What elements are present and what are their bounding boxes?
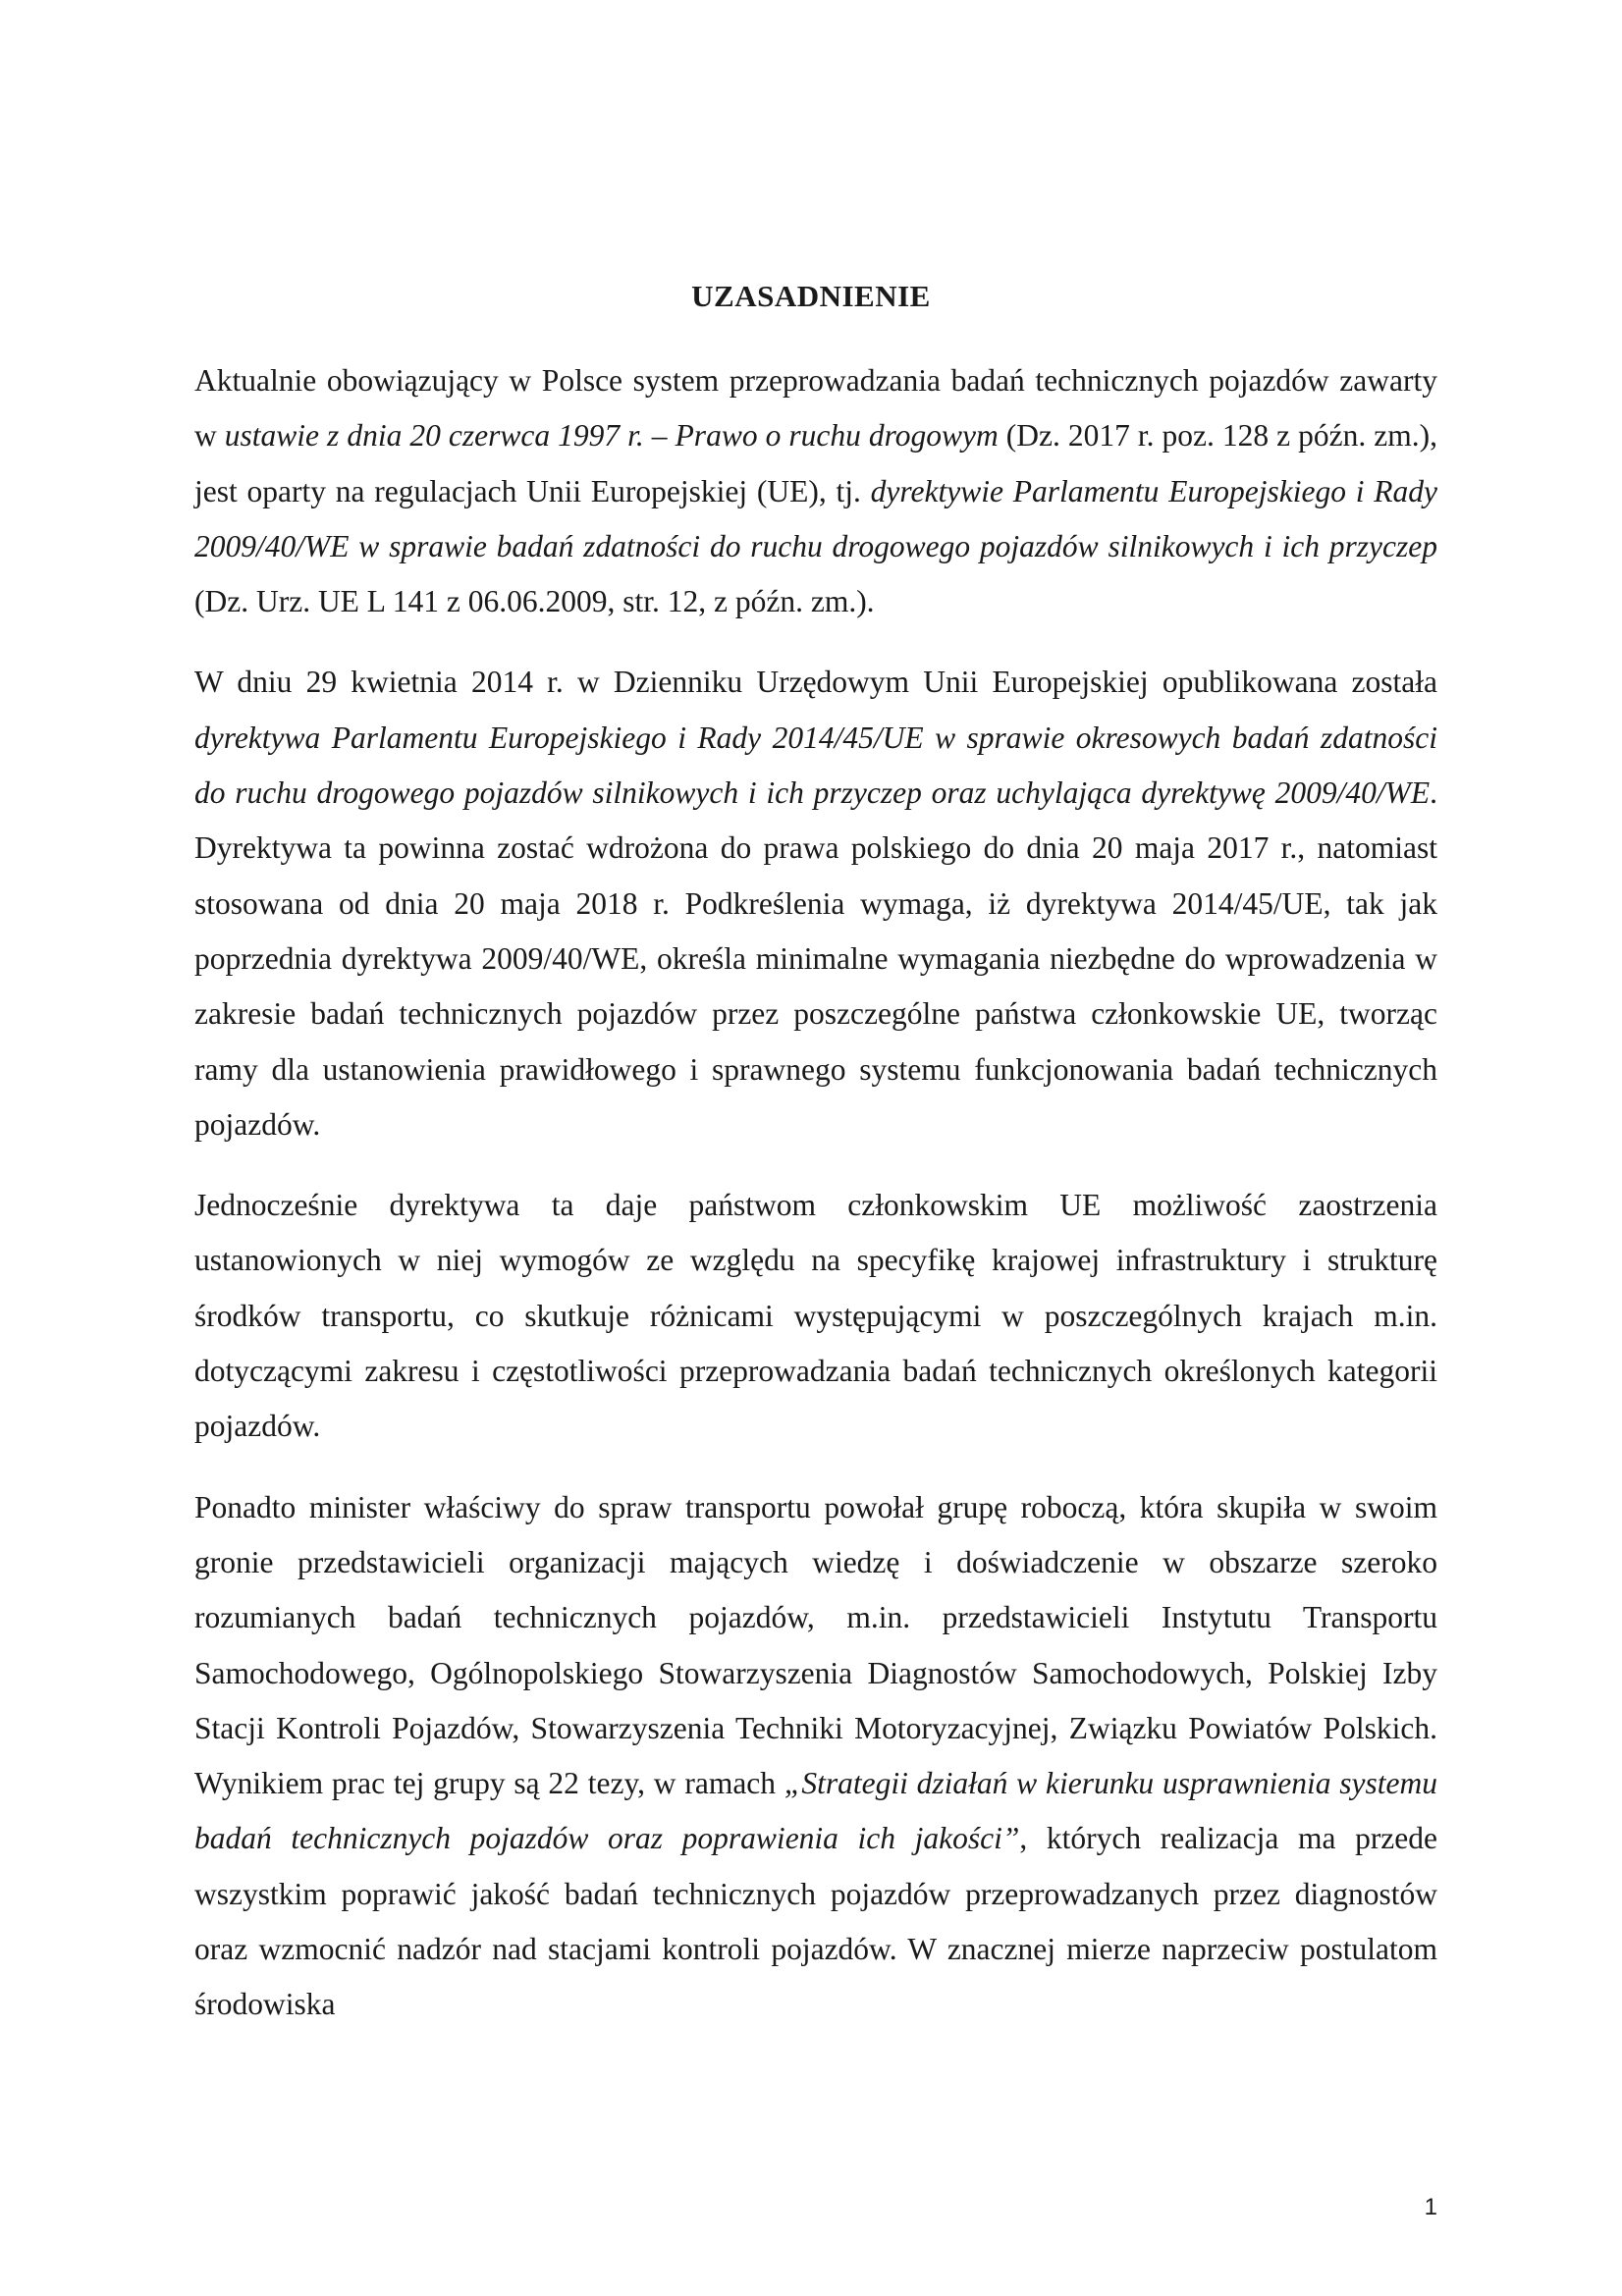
paragraph-text: Ponadto minister właściwy do spraw transportu powołał grupę roboczą, która skupiła w swoim gronie przedstawicieli organizacji mających wiedzę i doświadczenie w obszarze szeroko rozumianych badań technicznych pojazdów, m.in. przedstawicieli Instytutu Transportu Samochodowego, Ogólnopolskiego Stowarzyszenia Diagnostów Samochodowych, Polskiej Izby Stacji Kontroli Pojazdów, Stowarzyszenia Techniki Motoryzacyjnej, Związku Powiatów Polskich. Wynikiem prac tej grupy są 22 tezy, w ramach bbox=[194, 1489, 1437, 1801]
page-number: 1 bbox=[1424, 2194, 1437, 2220]
paragraph bbox=[194, 1178, 1437, 1454]
paragraph-text: Aktualnie obowiązujący w Polsce system przeprowadzania badań technicznych pojazdów zawarty w bbox=[194, 363, 1437, 454]
document-body bbox=[194, 353, 1437, 2058]
paragraph-text: (Dz. 2017 r. poz. 128 z późn. zm.), jest oparty na regulacjach Unii Europejskiej (UE), tj. bbox=[194, 418, 1437, 508]
paragraph bbox=[194, 1480, 1437, 2033]
paragraph-text: (Dz. Urz. UE L 141 z 06.06.2009, str. 12, z późn. zm.). bbox=[194, 584, 875, 619]
paragraph-text: , których realizacja ma przede wszystkim poprawić jakość badań technicznych pojazdów przeprowadzanych przez diagnostów oraz wzmocnić nadzór nad stacjami kontroli pojazdów. W znacznej mierze naprzeciw postulatom środowiska bbox=[194, 1821, 1437, 2022]
strategy-title: „Strategii działań w kierunku usprawnienia systemu badań technicznych pojazdów oraz poprawienia ich jakości” bbox=[194, 1766, 1438, 1856]
act-title: ustawie z dnia 20 czerwca 1997 r. – Prawo o ruchu drogowym bbox=[224, 418, 999, 454]
paragraph-text: Jednocześnie dyrektywa ta daje państwom członkowskim UE możliwość zaostrzenia ustanowionych w niej wymogów ze względu na specyfikę krajowej infrastruktury i strukturę środków transportu, co skutkuje różnicami występującymi w poszczególnych krajach m.in. dotyczącymi zakresu i częstotliwości przeprowadzania badań technicznych określonych kategorii pojazdów. bbox=[194, 1188, 1437, 1444]
directive-title: dyrektywie Parlamentu Europejskiego i Rady 2009/40/WE w sprawie badań zdatności do ruchu drogowego pojazdów silnikowych i ich przyczep bbox=[194, 473, 1437, 563]
paragraph-text: W dniu 29 kwietnia 2014 r. w Dzienniku Urzędowym Unii Europejskiej opublikowana została bbox=[194, 665, 1437, 700]
paragraph bbox=[194, 655, 1437, 1152]
directive-title: dyrektywa Parlamentu Europejskiego i Rady 2014/45/UE w sprawie okresowych badań zdatności do ruchu drogowego pojazdów silnikowych i ich przyczep oraz uchylająca dyrektywę 2009/40/WE bbox=[194, 720, 1437, 811]
document-title: UZASADNIENIE bbox=[691, 279, 931, 313]
paragraph-text: . Dyrektywa ta powinna zostać wdrożona do prawa polskiego do dnia 20 maja 2017 r., natomiast stosowana od dnia 20 maja 2018 r. Podkreślenia wymaga, iż dyrektywa 2014/45/UE, tak jak poprzednia dyrektywa 2009/40/WE, określa minimalne wymagania niezbędne do wprowadzenia w zakresie badań technicznych pojazdów przez poszczególne państwa członkowskie UE, tworząc ramy dla ustanowienia prawidłowego i sprawnego systemu funkcjonowania badań technicznych pojazdów. bbox=[194, 775, 1437, 1142]
paragraph bbox=[194, 353, 1437, 629]
